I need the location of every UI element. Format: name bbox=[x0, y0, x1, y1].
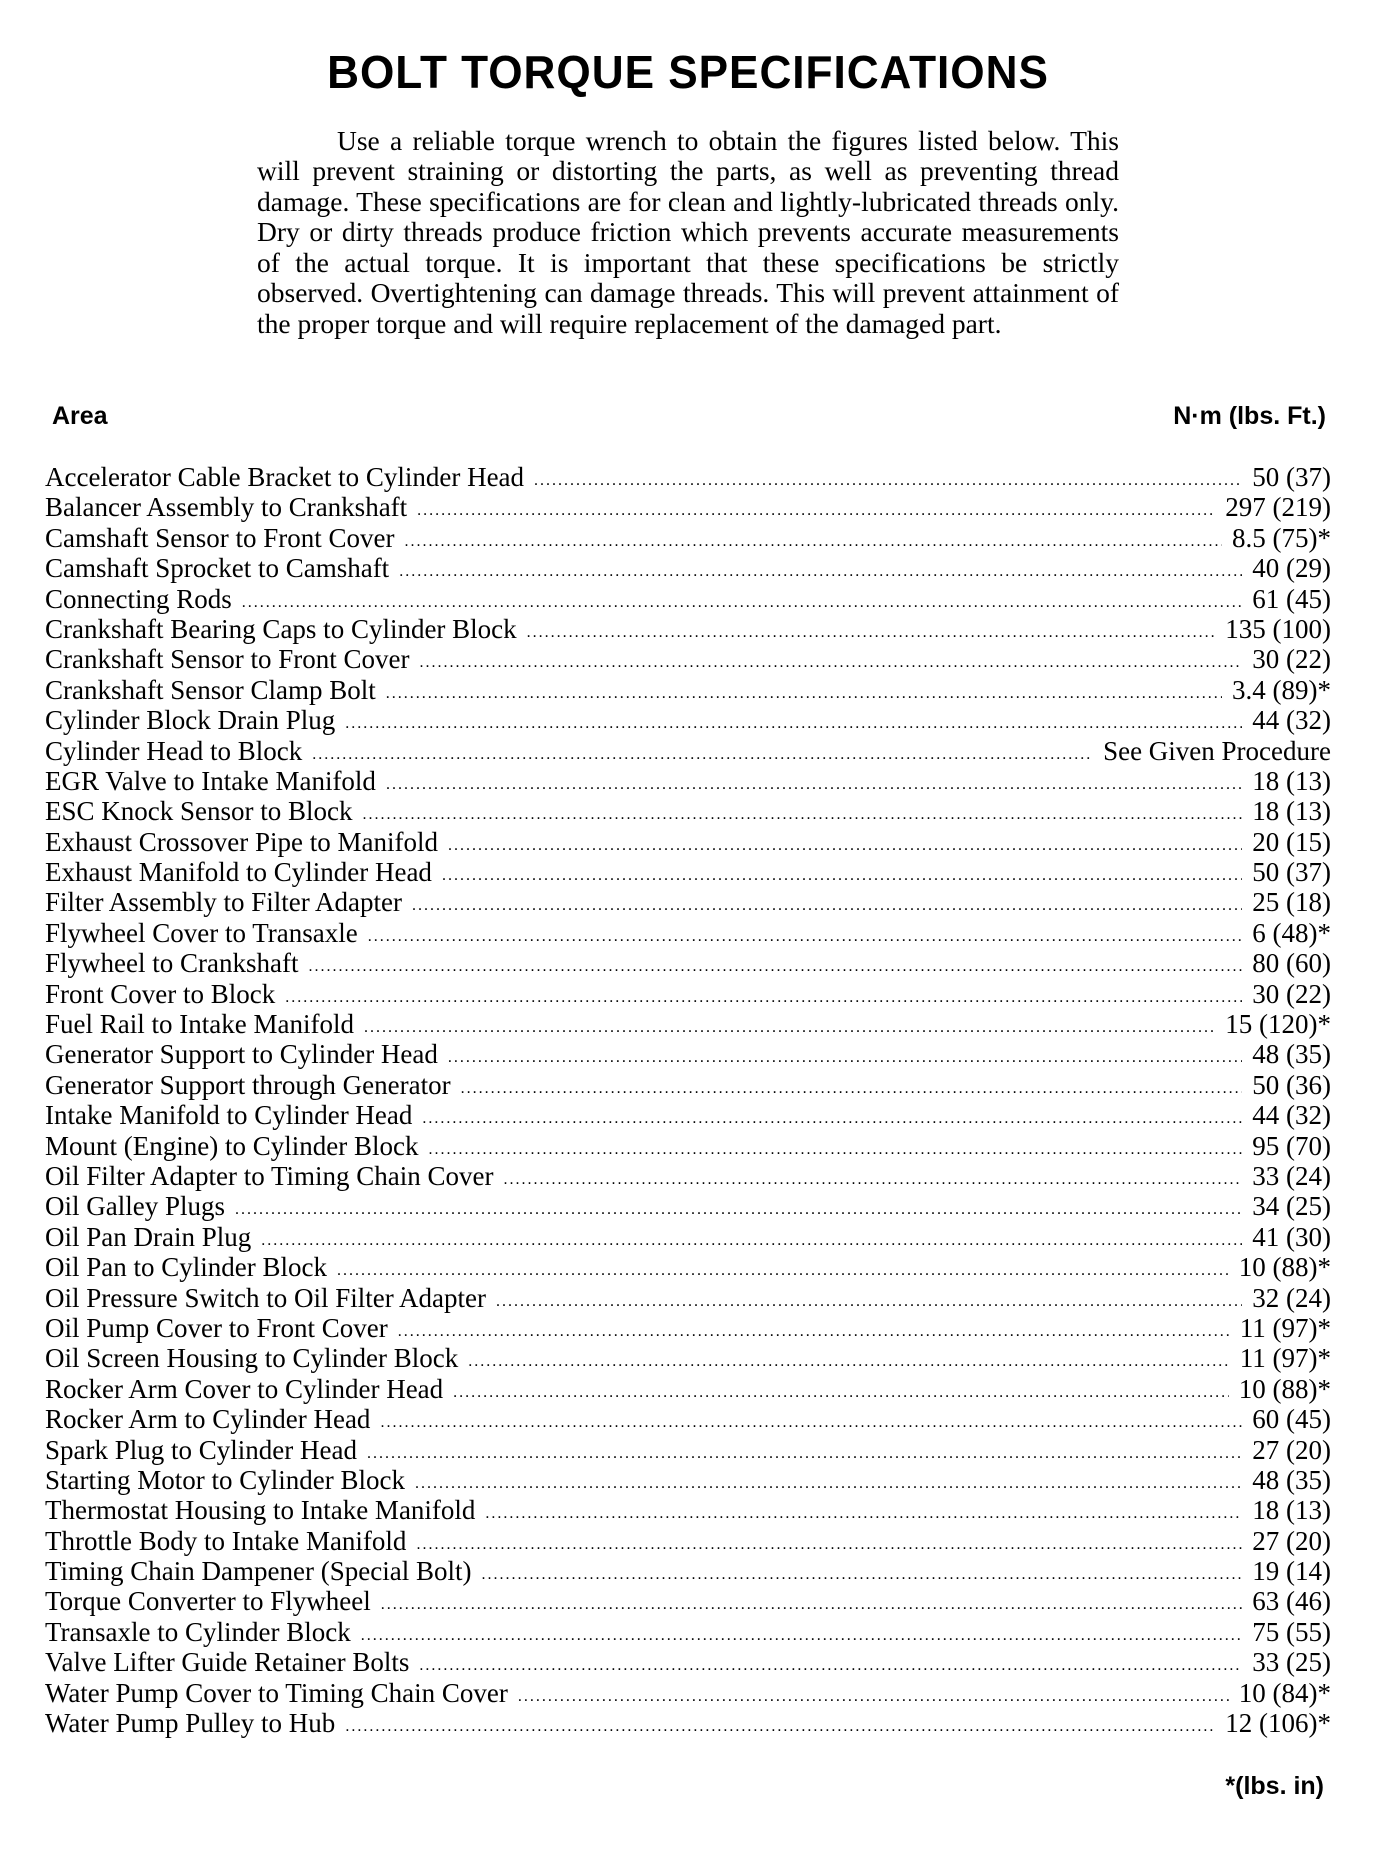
table-row bbox=[45, 1617, 1331, 1647]
torque-spec-list bbox=[45, 462, 1331, 1738]
spec-torque-value: 27 (20) bbox=[1252, 1434, 1331, 1465]
spec-area-label: Cylinder Block Drain Plug bbox=[45, 705, 336, 736]
spec-torque-value: 25 (18) bbox=[1252, 887, 1331, 918]
table-row bbox=[45, 1465, 1331, 1495]
page-title: BOLT TORQUE SPECIFICATIONS bbox=[327, 45, 1049, 98]
dot-leader bbox=[242, 588, 1243, 618]
spec-torque-value: 44 (32) bbox=[1252, 705, 1331, 736]
spec-torque-value: 19 (14) bbox=[1252, 1556, 1331, 1587]
dot-leader bbox=[412, 891, 1242, 921]
dot-leader bbox=[422, 1104, 1242, 1134]
dot-leader bbox=[416, 1530, 1242, 1560]
spec-torque-value: 18 (13) bbox=[1252, 765, 1331, 796]
table-row bbox=[45, 644, 1331, 674]
table-row bbox=[45, 736, 1331, 766]
spec-torque-value: 80 (60) bbox=[1252, 948, 1331, 979]
spec-torque-value: 61 (45) bbox=[1252, 583, 1331, 614]
spec-torque-value: 297 (219) bbox=[1225, 492, 1331, 523]
table-row bbox=[45, 887, 1331, 917]
table-row bbox=[45, 1100, 1331, 1130]
dot-leader bbox=[361, 1621, 1243, 1651]
dot-leader bbox=[235, 1195, 1242, 1225]
spec-area-label: Crankshaft Bearing Caps to Cylinder Block bbox=[45, 613, 517, 644]
dot-leader bbox=[398, 1317, 1230, 1347]
table-row bbox=[45, 1556, 1331, 1586]
table-row bbox=[45, 1404, 1331, 1434]
dot-leader bbox=[518, 1682, 1229, 1712]
table-row bbox=[45, 1283, 1331, 1313]
dot-leader bbox=[527, 618, 1216, 648]
dot-leader bbox=[448, 831, 1242, 861]
spec-area-label: Water Pump Cover to Timing Chain Cover bbox=[45, 1677, 508, 1708]
dot-leader bbox=[364, 1013, 1215, 1043]
table-row bbox=[45, 462, 1331, 492]
column-header-area: Area bbox=[52, 402, 108, 430]
spec-area-label: Crankshaft Sensor Clamp Bolt bbox=[45, 674, 376, 705]
table-row bbox=[45, 1708, 1331, 1738]
dot-leader bbox=[481, 1560, 1242, 1590]
table-row bbox=[45, 523, 1331, 553]
table-row bbox=[45, 553, 1331, 583]
table-row bbox=[45, 705, 1331, 735]
dot-leader bbox=[485, 1499, 1242, 1529]
dot-leader bbox=[419, 1651, 1242, 1681]
dot-leader bbox=[468, 1347, 1230, 1377]
spec-torque-value: 95 (70) bbox=[1252, 1130, 1331, 1161]
table-row bbox=[45, 1495, 1331, 1525]
spec-torque-value: 50 (36) bbox=[1252, 1069, 1331, 1100]
dot-leader bbox=[386, 679, 1222, 709]
spec-torque-value: 10 (84)* bbox=[1238, 1677, 1331, 1708]
spec-area-label: Oil Pan Drain Plug bbox=[45, 1221, 252, 1252]
table-row bbox=[45, 675, 1331, 705]
table-row bbox=[45, 1161, 1331, 1191]
spec-torque-value: 34 (25) bbox=[1252, 1191, 1331, 1222]
spec-torque-value: 44 (32) bbox=[1252, 1100, 1331, 1131]
footnote-lbs-in: *(lbs. in) bbox=[1225, 1772, 1324, 1800]
table-row bbox=[45, 1070, 1331, 1100]
table-row bbox=[45, 1313, 1331, 1343]
spec-area-label: Exhaust Manifold to Cylinder Head bbox=[45, 857, 432, 888]
spec-area-label: Connecting Rods bbox=[45, 583, 232, 614]
dot-leader bbox=[453, 1378, 1229, 1408]
table-row bbox=[45, 796, 1331, 826]
spec-area-label: Spark Plug to Cylinder Head bbox=[45, 1434, 357, 1465]
dot-leader bbox=[386, 770, 1242, 800]
table-row bbox=[45, 827, 1331, 857]
table-row bbox=[45, 1009, 1331, 1039]
spec-area-label: Intake Manifold to Cylinder Head bbox=[45, 1100, 413, 1131]
spec-torque-value: 20 (15) bbox=[1252, 826, 1331, 857]
table-row bbox=[45, 766, 1331, 796]
spec-area-label: Water Pump Pulley to Hub bbox=[45, 1708, 336, 1739]
dot-leader bbox=[448, 1043, 1242, 1073]
dot-leader bbox=[404, 527, 1222, 557]
spec-torque-value: 3.4 (89)* bbox=[1232, 674, 1331, 705]
spec-area-label: Generator Support through Generator bbox=[45, 1069, 451, 1100]
dot-leader bbox=[363, 800, 1243, 830]
spec-area-label: Starting Motor to Cylinder Block bbox=[45, 1464, 405, 1495]
spec-area-label: Valve Lifter Guide Retainer Bolts bbox=[45, 1647, 410, 1678]
spec-area-label: Oil Pressure Switch to Oil Filter Adapter bbox=[45, 1282, 486, 1313]
spec-torque-value: 30 (22) bbox=[1252, 978, 1331, 1009]
spec-area-label: Crankshaft Sensor to Front Cover bbox=[45, 644, 410, 675]
table-row bbox=[45, 1586, 1331, 1616]
spec-area-label: Rocker Arm Cover to Cylinder Head bbox=[45, 1373, 444, 1404]
spec-torque-value: 27 (20) bbox=[1252, 1525, 1331, 1556]
table-row bbox=[45, 1678, 1331, 1708]
spec-area-label: Filter Assembly to Filter Adapter bbox=[45, 887, 402, 918]
spec-torque-value: 12 (106)* bbox=[1225, 1708, 1331, 1739]
spec-area-label: Camshaft Sensor to Front Cover bbox=[45, 522, 395, 553]
spec-torque-value: 18 (13) bbox=[1252, 796, 1331, 827]
table-row bbox=[45, 1039, 1331, 1069]
dot-leader bbox=[312, 740, 1093, 770]
table-row bbox=[45, 1343, 1331, 1373]
dot-leader bbox=[442, 861, 1242, 891]
spec-area-label: Accelerator Cable Bracket to Cylinder Head bbox=[45, 462, 525, 492]
spec-torque-value: 41 (30) bbox=[1252, 1221, 1331, 1252]
dot-leader bbox=[534, 466, 1242, 496]
spec-torque-value: 50 (37) bbox=[1252, 857, 1331, 888]
table-row bbox=[45, 1131, 1331, 1161]
spec-torque-value: 60 (45) bbox=[1252, 1404, 1331, 1435]
spec-torque-value: 8.5 (75)* bbox=[1232, 522, 1331, 553]
dot-leader bbox=[367, 1439, 1242, 1469]
dot-leader bbox=[417, 496, 1215, 526]
spec-torque-value: 11 (97)* bbox=[1239, 1343, 1331, 1374]
dot-leader bbox=[419, 648, 1242, 678]
spec-torque-value: 6 (48)* bbox=[1252, 917, 1331, 948]
dot-leader bbox=[337, 1256, 1229, 1286]
spec-area-label: Flywheel Cover to Transaxle bbox=[45, 917, 358, 948]
spec-torque-value: 11 (97)* bbox=[1239, 1312, 1331, 1343]
spec-torque-value: 48 (35) bbox=[1252, 1039, 1331, 1070]
dot-leader bbox=[504, 1165, 1243, 1195]
column-header-unit: N·m (lbs. Ft.) bbox=[1173, 402, 1326, 430]
table-row bbox=[45, 979, 1331, 1009]
spec-torque-value: 40 (29) bbox=[1252, 553, 1331, 584]
spec-torque-value: 63 (46) bbox=[1252, 1586, 1331, 1617]
spec-area-label: Flywheel to Crankshaft bbox=[45, 948, 299, 979]
dot-leader bbox=[380, 1408, 1242, 1438]
spec-area-label: Camshaft Sprocket to Camshaft bbox=[45, 553, 390, 584]
table-row bbox=[45, 1526, 1331, 1556]
spec-area-label: Exhaust Crossover Pipe to Manifold bbox=[45, 826, 438, 857]
spec-area-label: Torque Converter to Flywheel bbox=[45, 1586, 371, 1617]
dot-leader bbox=[381, 1590, 1242, 1620]
spec-torque-value: 18 (13) bbox=[1252, 1495, 1331, 1526]
table-row bbox=[45, 492, 1331, 522]
spec-area-label: Oil Galley Plugs bbox=[45, 1191, 225, 1222]
table-row bbox=[45, 1435, 1331, 1465]
spec-torque-value: 10 (88)* bbox=[1238, 1252, 1331, 1283]
spec-area-label: Oil Screen Housing to Cylinder Block bbox=[45, 1343, 459, 1374]
spec-area-label: Mount (Engine) to Cylinder Block bbox=[45, 1130, 419, 1161]
dot-leader bbox=[261, 1226, 1242, 1256]
dot-leader bbox=[308, 952, 1242, 982]
spec-torque-value: 33 (25) bbox=[1252, 1647, 1331, 1678]
spec-area-label: Rocker Arm to Cylinder Head bbox=[45, 1404, 371, 1435]
intro-paragraph: Use a reliable torque wrench to obtain the figures listed below. This will prevent straining or distorting the parts, as well as preventing thread damage. These specifications are for clean and lightly-lubricated threads only. Dry or dirty threads produce friction which prevents accurate measurements of the actual torque. It is important that these specifications be strictly observed. Overtightening can damage threads. This will prevent attainment of the proper torque and will require replacement of the damaged part. bbox=[257, 124, 1119, 339]
dot-leader bbox=[461, 1074, 1243, 1104]
spec-area-label: Timing Chain Dampener (Special Bolt) bbox=[45, 1556, 472, 1587]
spec-area-label: Transaxle to Cylinder Block bbox=[45, 1616, 351, 1647]
spec-area-label: Oil Filter Adapter to Timing Chain Cover bbox=[45, 1160, 494, 1191]
dot-leader bbox=[345, 709, 1242, 739]
spec-torque-value: 30 (22) bbox=[1252, 644, 1331, 675]
spec-area-label: EGR Valve to Intake Manifold bbox=[45, 765, 376, 796]
spec-area-label: Front Cover to Block bbox=[45, 978, 276, 1009]
spec-torque-value: 135 (100) bbox=[1225, 613, 1331, 644]
dot-leader bbox=[368, 922, 1243, 952]
dot-leader bbox=[496, 1287, 1242, 1317]
spec-area-label: Balancer Assembly to Crankshaft bbox=[45, 492, 408, 523]
spec-torque-value: 15 (120)* bbox=[1225, 1009, 1331, 1040]
dot-leader bbox=[285, 983, 1242, 1013]
table-row bbox=[45, 584, 1331, 614]
table-row bbox=[45, 1647, 1331, 1677]
spec-torque-value: 33 (24) bbox=[1252, 1160, 1331, 1191]
spec-area-label: ESC Knock Sensor to Block bbox=[45, 796, 353, 827]
spec-area-label: Oil Pump Cover to Front Cover bbox=[45, 1312, 388, 1343]
table-row bbox=[45, 948, 1331, 978]
spec-area-label: Thermostat Housing to Intake Manifold bbox=[45, 1495, 476, 1526]
spec-area-label: Fuel Rail to Intake Manifold bbox=[45, 1009, 354, 1040]
dot-leader bbox=[428, 1135, 1242, 1165]
table-row bbox=[45, 1222, 1331, 1252]
table-row bbox=[45, 857, 1331, 887]
spec-torque-value: 48 (35) bbox=[1252, 1464, 1331, 1495]
spec-area-label: Cylinder Head to Block bbox=[45, 735, 303, 766]
table-row bbox=[45, 1252, 1331, 1282]
spec-area-label: Throttle Body to Intake Manifold bbox=[45, 1525, 407, 1556]
spec-area-label: Oil Pan to Cylinder Block bbox=[45, 1252, 327, 1283]
dot-leader bbox=[415, 1469, 1242, 1499]
table-row bbox=[45, 1191, 1331, 1221]
table-row bbox=[45, 918, 1331, 948]
spec-torque-value: 75 (55) bbox=[1252, 1616, 1331, 1647]
spec-torque-value: 10 (88)* bbox=[1238, 1373, 1331, 1404]
dot-leader bbox=[399, 557, 1242, 587]
spec-area-label: Generator Support to Cylinder Head bbox=[45, 1039, 438, 1070]
spec-torque-value: 32 (24) bbox=[1252, 1282, 1331, 1313]
dot-leader bbox=[345, 1712, 1215, 1742]
spec-torque-value: See Given Procedure bbox=[1103, 735, 1331, 766]
spec-torque-value: 50 (37) bbox=[1252, 462, 1331, 492]
table-row bbox=[45, 614, 1331, 644]
table-row bbox=[45, 1374, 1331, 1404]
